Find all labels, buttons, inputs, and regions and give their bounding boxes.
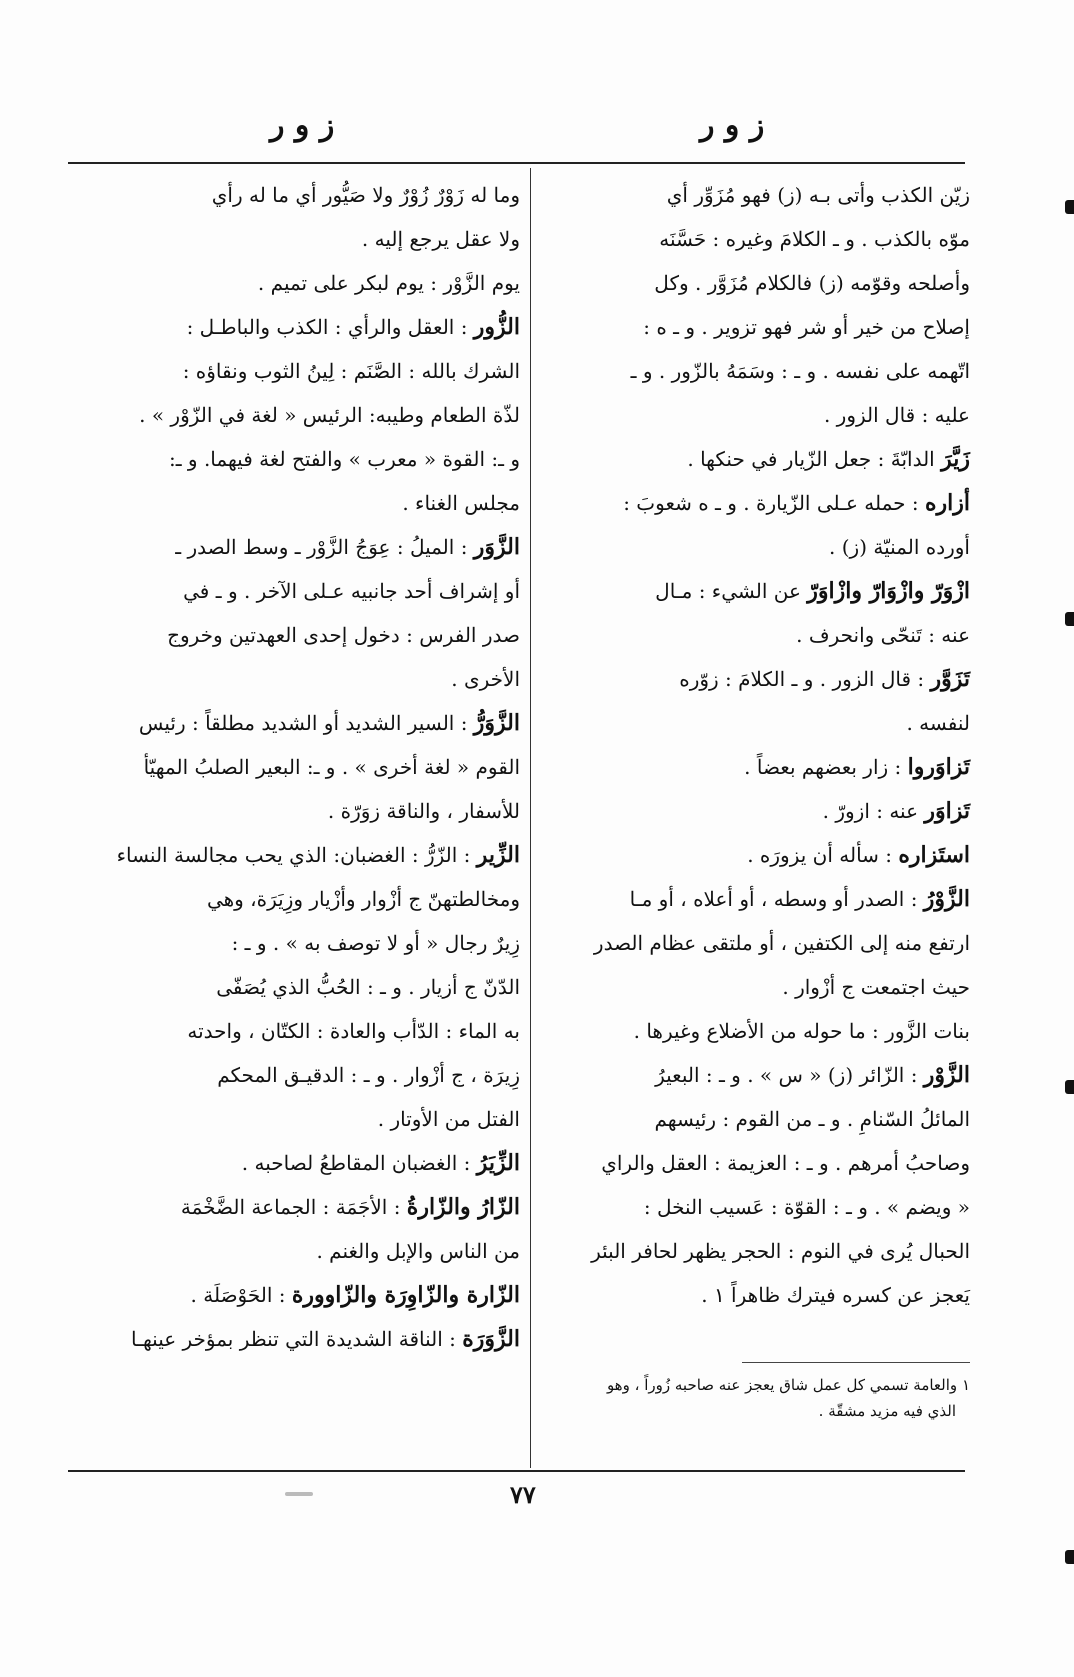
dictionary-line [70, 395, 520, 436]
margin-mark [1065, 612, 1074, 626]
dictionary-line [540, 747, 970, 788]
dictionary-line [540, 659, 970, 700]
definition-text: وأصلحه وقوّمه (ز) فالكلام مُزَوَّر . وكل [654, 271, 970, 295]
margin-mark [1065, 1550, 1074, 1564]
dictionary-line [70, 703, 520, 744]
dictionary-line [540, 571, 970, 612]
headword: الزّارُ والزّارةُ [406, 1194, 520, 1220]
definition-text: عن الشيء : مـال [655, 579, 808, 603]
definition-text: ولا عقل يرجع إليه . [361, 227, 520, 251]
dictionary-line [540, 307, 970, 348]
definition-text: بنات الزَّور : ما حوله من الأضلاع وغيرها . [633, 1019, 970, 1043]
dictionary-line [540, 395, 970, 436]
dictionary-line [70, 879, 520, 920]
definition-text: ارتفع منه إلى الكتفين ، أو ملتقى عظام الصدر [593, 931, 970, 955]
dictionary-line [540, 923, 970, 964]
footnote-text-2: الذي فيه مزيد مشقّة . [818, 1402, 956, 1420]
footnote-rule [742, 1362, 970, 1363]
definition-text: إصلاح من خير أو شر فهو تزوير . و ـ ه : [643, 315, 970, 339]
dictionary-line [70, 747, 520, 788]
definition-text: : الميلُ : عِوَجُ الزَّوْر ـ وسط الصدر ـ [175, 535, 474, 559]
definition-text: وصاحبُ أمرهم . و ـ : العزيمة : العقل والراي [601, 1151, 970, 1175]
definition-text: المائلُ السّنامِ . و ـ من القوم : رئيسهم [654, 1107, 970, 1131]
dictionary-line [70, 615, 520, 656]
definition-text: يوم الزَّوْر : يوم لبكر على تميم . [257, 271, 520, 295]
definition-text: أورده المنيّة (ز) . [829, 535, 970, 559]
definition-text: : قال الزور . و ـ الكلامَ : زوّره [679, 667, 931, 691]
definition-text: صدر الفرس : دخول إحدى العهدتين وخروج [167, 623, 520, 647]
definition-text: : الناقة الشديدة التي تنظر بمؤخر عينهـا [130, 1327, 463, 1351]
dictionary-line [70, 1231, 520, 1272]
headword: تَزَوَّر [930, 666, 970, 692]
header-root-left: ز و ر [270, 108, 335, 143]
definition-text: الفتل من الأوتار . [377, 1107, 520, 1131]
headword: الزُّور [473, 314, 520, 340]
definition-text: الدّنّ ج أزيار . و ـ : الحُبُّ الذي يُصَفّى [216, 975, 520, 999]
dictionary-line [540, 527, 970, 568]
dictionary-line [540, 703, 970, 744]
definition-text: مجلس الغناء . [402, 491, 520, 515]
dictionary-line [70, 1011, 520, 1052]
headword: الزَّوْرُ [923, 886, 970, 912]
dictionary-line [540, 1099, 970, 1140]
dictionary-line [70, 1275, 520, 1316]
headword: الزَّوْر [923, 1062, 970, 1088]
left-column [70, 175, 520, 1363]
definition-text: للأسفار ، والناقة زوَرّة . [327, 799, 520, 823]
dictionary-line [70, 923, 520, 964]
definition-text: و ـ: القوة « معرب » والفتح لغة فيهما. و ـ: [168, 447, 520, 471]
definition-text: حيث اجتمعت ج أزْوار . [782, 975, 970, 999]
dictionary-line [70, 219, 520, 260]
definition-text: الدابّةَ : جعل الزّيار في حنكها . [687, 447, 942, 471]
dictionary-line [540, 835, 970, 876]
dictionary-line [540, 1187, 970, 1228]
dictionary-line [540, 879, 970, 920]
definition-text: من الناس والإبل والغنم . [316, 1239, 520, 1263]
footnote [560, 1372, 970, 1424]
definition-text: : الزّائر (ز) « س » . و ـ : البعيرُ [655, 1063, 924, 1087]
headword: الزّارة والزّاوِرَة والزّاوورة [291, 1282, 520, 1308]
definition-text: زِيرَة ، ج أزْوار . و ـ : الدقيـق المحكم [217, 1063, 520, 1087]
dictionary-line [70, 967, 520, 1008]
definition-text: : الحَوْصَلَة . [190, 1283, 292, 1307]
dictionary-line [540, 1011, 970, 1052]
dictionary-line [70, 791, 520, 832]
definition-text: زِيرٌ رجال « أو لا توصف به » . و ـ : [231, 931, 520, 955]
right-column [540, 175, 970, 1319]
definition-text: الأخرى . [451, 667, 520, 691]
definition-text: : سأله أن يزورَه . [747, 843, 899, 867]
dictionary-line [540, 1231, 970, 1272]
definition-text: : الصدر أو وسطه ، أو أعلاه ، أو مـا [629, 887, 924, 911]
definition-text: به الماء : الدّأب والعادة : الكتّان ، واحدته [187, 1019, 520, 1043]
dictionary-line [70, 483, 520, 524]
definition-text: عليه : قال الزور . [823, 403, 970, 427]
dictionary-line [70, 439, 520, 480]
dictionary-line [540, 351, 970, 392]
headword: زَيَّرَ [941, 446, 970, 472]
footnote-line-1 [560, 1372, 970, 1398]
dictionary-line [540, 263, 970, 304]
dictionary-line [540, 175, 970, 216]
definition-text: : السير الشديد أو الشديد مطلقاً : رئيس [138, 711, 474, 735]
headword: الزَّوَرُّ [473, 710, 520, 736]
dictionary-line [70, 835, 520, 876]
dictionary-line [70, 1099, 520, 1140]
page-number: ٧٧ [510, 1480, 536, 1509]
footnote-text-1: والعامة تسمي كل عمل شاق يعجز عنه صاحبه زُوراً ، وهو [606, 1376, 958, 1394]
dictionary-line [70, 351, 520, 392]
definition-text: لذّة الطعام وطيبه: الرئيس « لغة في الزّوْر » . [139, 403, 520, 427]
dictionary-line [70, 1187, 520, 1228]
scan-speck [285, 1492, 313, 1496]
dictionary-line [70, 175, 520, 216]
headword: الزَّوَر [473, 534, 520, 560]
definition-text: « ويضم » . و ـ : القوّة : عَسيب النخل : [643, 1195, 970, 1219]
headword: الزِّيَرُ [476, 1150, 520, 1176]
definition-text: : الزّرُّ : الغضبان: الذي يحب مجالسة النساء [116, 843, 477, 867]
definition-text: ومخالطتهنّ ج أزْوار وأزْيار وزِيَرَة، وهي [206, 887, 520, 911]
definition-text: اتّهمه على نفسه . و ـ : وسَمَهُ بالزّور . و ـ [630, 359, 970, 383]
headword: أزاره [925, 490, 970, 516]
definition-text: يَعجز عن كسره فيترك ظاهراً ١ . [701, 1283, 970, 1307]
definition-text: عنه : تَنحّى وانحرف . [796, 623, 970, 647]
headword: تَزاوَروا [907, 754, 970, 780]
dictionary-line [70, 307, 520, 348]
dictionary-line [70, 659, 520, 700]
definition-text: : الغضبان المقاطعُ لصاحبه . [241, 1151, 477, 1175]
headword: الزَّوَرَة [462, 1326, 520, 1352]
definition-text: : حمله عـلى الزّيارة . و ـ ه شعوبَ : [623, 491, 925, 515]
headword: ازْوَرّ وازْوَارّ وازْاوَرّ [807, 578, 970, 604]
header-root-right: ز و ر [700, 108, 765, 143]
definition-text: أو إشراف أحد جانبيه عـلى الآخر . و ـ في [183, 579, 520, 603]
dictionary-line [540, 615, 970, 656]
definition-text: القوم « لغة أخرى » . و ـ: البعير الصلبُ المهيّأ [143, 755, 520, 779]
margin-mark [1065, 1080, 1074, 1094]
definition-text: : الأجَمَة : الجماعة الضَّخْمَة [180, 1195, 407, 1219]
dictionary-line [540, 483, 970, 524]
dictionary-line [70, 1319, 520, 1360]
dictionary-line [540, 1143, 970, 1184]
definition-text: لنفسه . [906, 711, 970, 735]
dictionary-line [540, 1275, 970, 1316]
definition-text: وما له زَوْرٌ زُوْرٌ ولا صَيُّور أي ما له رأي [211, 183, 520, 207]
dictionary-line [70, 1143, 520, 1184]
dictionary-line [540, 967, 970, 1008]
definition-text: الشرك بالله : الصَّنَم : لِينُ الثوب ونقاؤه : [182, 359, 520, 383]
dictionary-line [540, 791, 970, 832]
dictionary-line [540, 439, 970, 480]
dictionary-line [70, 1055, 520, 1096]
dictionary-line [70, 527, 520, 568]
bottom-rule [68, 1470, 965, 1472]
dictionary-line [70, 263, 520, 304]
top-rule [68, 162, 965, 164]
margin-mark [1065, 200, 1074, 214]
headword: استَزاره [898, 842, 970, 868]
headword: تَزاوَر [924, 798, 970, 824]
dictionary-line [540, 1055, 970, 1096]
dictionary-line [70, 571, 520, 612]
definition-text: عنه : ازورّ . [822, 799, 925, 823]
definition-text: الحبال يُرى في النوم : الحجر يظهر لحافر البئر [591, 1239, 970, 1263]
definition-text: : زار بعضهم بعضاً . [744, 755, 908, 779]
footnote-line-2 [560, 1398, 970, 1424]
definition-text: موّه بالكذب . و ـ الكلامَ وغيره : حَسَّنَه [659, 227, 970, 251]
dictionary-line [540, 219, 970, 260]
definition-text: زيّن الكذب وأتى بـه (ز) فهو مُزَوِّر أي [666, 183, 970, 207]
headword: الزِّير [476, 842, 520, 868]
footnote-number: ١ [961, 1376, 970, 1394]
definition-text: : العقل والرأي : الكذب والباطـل : [186, 315, 474, 339]
column-divider [530, 168, 531, 1468]
